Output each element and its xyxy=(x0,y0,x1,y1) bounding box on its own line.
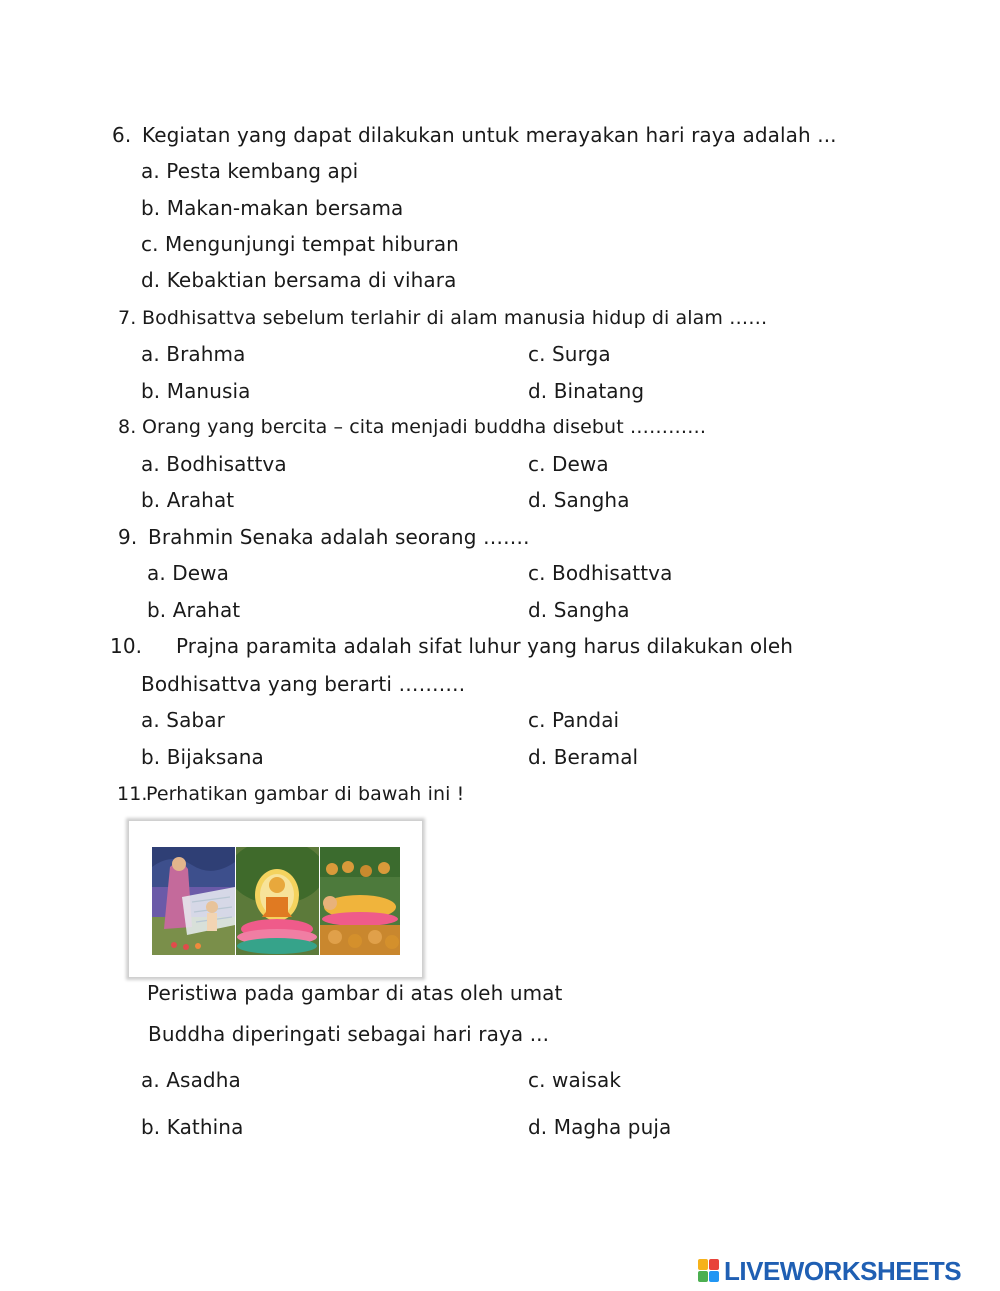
q11-option-d[interactable]: d. Magha puja xyxy=(528,1115,672,1139)
q9-option-c[interactable]: c. Bodhisattva xyxy=(528,561,673,585)
q10-option-a[interactable]: a. Sabar xyxy=(141,708,225,732)
q11-question-text: Perhatikan gambar di bawah ini ! xyxy=(146,783,465,805)
q11-option-b[interactable]: b. Kathina xyxy=(141,1115,244,1139)
birth-scene-picture xyxy=(152,847,235,955)
q11-caption-line1: Peristiwa pada gambar di atas oleh umat xyxy=(147,981,563,1005)
q9-option-d[interactable]: d. Sangha xyxy=(528,598,630,622)
q6-option-b[interactable]: b. Makan-makan bersama xyxy=(141,196,404,220)
q7-option-a[interactable]: a. Brahma xyxy=(141,342,246,366)
q9-option-b[interactable]: b. Arahat xyxy=(147,598,241,622)
q11-number: 11. xyxy=(117,783,148,805)
q8-option-b[interactable]: b. Arahat xyxy=(141,488,235,512)
q6-option-d[interactable]: d. Kebaktian bersama di vihara xyxy=(141,268,457,292)
q10-option-d[interactable]: d. Beramal xyxy=(528,745,639,769)
q6-option-c[interactable]: c. Mengunjungi tempat hiburan xyxy=(141,232,459,256)
q6-number: 6. xyxy=(112,123,132,147)
q10-option-b[interactable]: b. Bijaksana xyxy=(141,745,264,769)
q9-option-a[interactable]: a. Dewa xyxy=(147,561,229,585)
liveworksheets-logo xyxy=(698,1257,961,1285)
q7-option-c[interactable]: c. Surga xyxy=(528,342,611,366)
q8-number: 8. xyxy=(118,416,137,438)
q8-option-c[interactable]: c. Dewa xyxy=(528,452,609,476)
q7-option-d[interactable]: d. Binatang xyxy=(528,379,645,403)
enlightenment-scene-picture xyxy=(236,847,319,955)
q10-option-c[interactable]: c. Pandai xyxy=(528,708,620,732)
q10-number: 10. xyxy=(110,634,143,658)
q11-caption-line2: Buddha diperingati sebagai hari raya ... xyxy=(148,1022,550,1046)
q10-question-text-line2: Bodhisattva yang berarti ………. xyxy=(141,672,466,696)
liveworksheets-logo-icon xyxy=(698,1259,720,1283)
q7-number: 7. xyxy=(118,307,137,329)
q11-option-a[interactable]: a. Asadha xyxy=(141,1068,241,1092)
q11-option-c[interactable]: c. waisak xyxy=(528,1068,622,1092)
buddha-events-image xyxy=(128,820,423,978)
parinibbana-scene-picture xyxy=(320,847,400,955)
q10-question-text-line1: Prajna paramita adalah sifat luhur yang harus dilakukan oleh xyxy=(176,634,794,658)
q6-option-a[interactable]: a. Pesta kembang api xyxy=(141,159,359,183)
q8-option-d[interactable]: d. Sangha xyxy=(528,488,630,512)
q9-number: 9. xyxy=(118,525,138,549)
liveworksheets-logo-text: LIVEWORKSHEETS xyxy=(724,1255,962,1286)
q6-question-text: Kegiatan yang dapat dilakukan untuk merayakan hari raya adalah ... xyxy=(142,123,837,147)
q9-question-text: Brahmin Senaka adalah seorang ……. xyxy=(148,525,530,549)
q8-option-a[interactable]: a. Bodhisattva xyxy=(141,452,287,476)
q7-option-b[interactable]: b. Manusia xyxy=(141,379,251,403)
q7-question-text: Bodhisattva sebelum terlahir di alam manusia hidup di alam …… xyxy=(142,307,768,329)
q8-question-text: Orang yang bercita – cita menjadi buddha disebut ………… xyxy=(142,416,707,438)
